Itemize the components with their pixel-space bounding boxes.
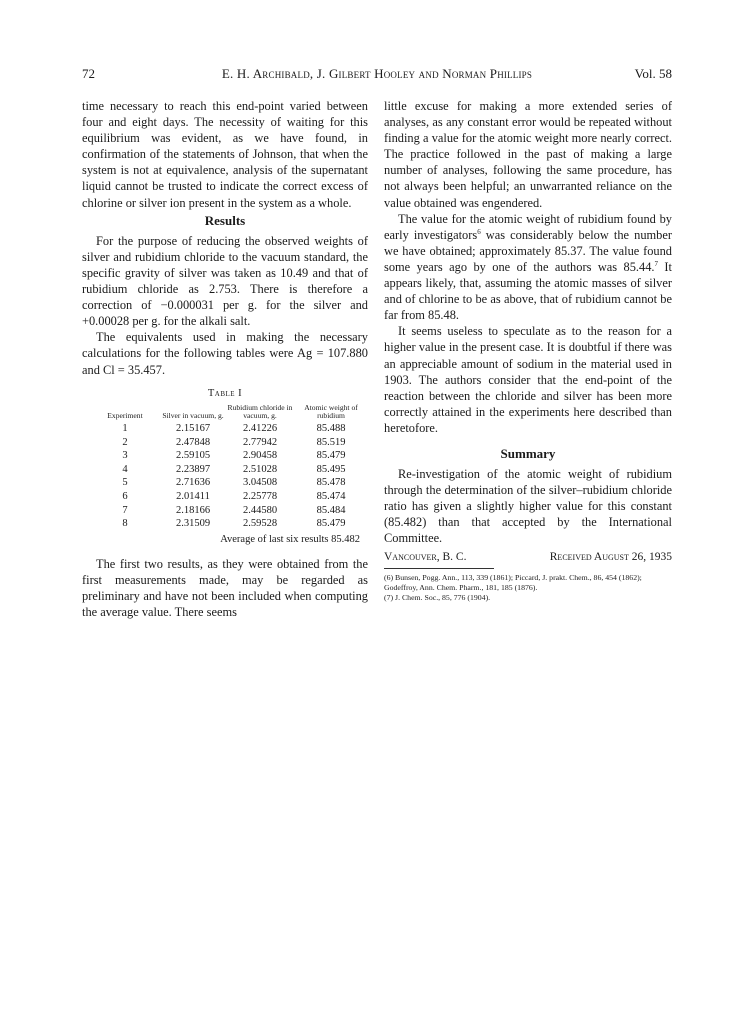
cell-experiment: 5 xyxy=(122,477,128,489)
signature-line xyxy=(384,549,672,565)
footnotes xyxy=(384,573,672,603)
early-investigators-text-b: was considerably below the number we have obtained; approximately 85.37. The value found some years ago by one of the authors was 85.44. xyxy=(384,227,672,274)
cell-silver: 2.71636 xyxy=(175,477,211,489)
page-number: 72 xyxy=(82,66,95,81)
cell-rbcl: 3.04508 xyxy=(242,477,278,489)
paragraph-equilibrium: time necessary to reach this end-point varied between four and eight days. The necessity of waiting for this equilibrium was evident, as we have found, in confirmation of the statements of Johnson, that when the system is not at equivalence, analysis of the supernatant liquid cannot be trusted to indicate the correct excess of chlorine or silver ion present in the system as a whole. xyxy=(82,99,368,210)
cell-silver: 2.23897 xyxy=(175,463,211,475)
footnote-ref-6: 6 xyxy=(477,227,481,236)
table-row xyxy=(88,517,366,531)
cell-experiment: 2 xyxy=(122,436,128,448)
cell-atomic-weight: 85.478 xyxy=(316,477,346,489)
cell-silver: 2.47848 xyxy=(175,436,211,448)
cell-atomic-weight: 85.479 xyxy=(316,450,346,462)
table-row xyxy=(88,463,366,477)
paragraph-vacuum-correction: For the purpose of reducing the observed weights of silver and rubidium chloride to the vacuum standard, the specific gravity of silver was taken as 10.49 and that of rubidium chloride as 2.753. There is therefore a correction of −0.000031 per g. for the silver and +0.00028 per g. for the alkali salt. xyxy=(82,233,368,329)
cell-rbcl: 2.77942 xyxy=(242,436,278,448)
cell-atomic-weight: 85.479 xyxy=(316,518,346,530)
early-investigators-text-a: The value for the atomic weight of rubidium found by early investigators xyxy=(384,211,672,242)
cell-experiment: 1 xyxy=(122,423,128,435)
paragraph-extended-series: little excuse for making a more extended series of analyses, as any constant error would be repeated without finding a value for the atomic weight more nearly correct. The practice followed in the past of making a large number of analyses, following the same procedure, has not always been helpful; an unwarranted reliance on the value obtained was engendered. xyxy=(384,99,672,210)
cell-rbcl: 2.51028 xyxy=(242,463,278,475)
col-header-rbcl: Rubidium chloride in vacuum, g. xyxy=(227,402,293,420)
cell-atomic-weight: 85.474 xyxy=(316,491,346,503)
cell-atomic-weight: 85.519 xyxy=(316,436,346,448)
col-header-atomic-weight: Atomic weight of rubidium xyxy=(304,402,358,420)
cell-experiment: 8 xyxy=(122,518,128,530)
cell-silver: 2.01411 xyxy=(176,491,210,503)
table-average-line: Average of last six results 85.482 xyxy=(220,533,360,545)
summary-heading: Summary xyxy=(500,445,556,461)
paragraph-equivalents: The equivalents used in making the necessary calculations for the following tables were Ag = 107.880 and Cl = 35.457. xyxy=(82,330,368,377)
paragraph-preliminary-results: The first two results, as they were obtained from the first measurements made, may be regarded as preliminary and have not been included when computing the average value. There seems xyxy=(82,556,368,620)
footnote-7: (7) J. Chem. Soc., 85, 776 (1904). xyxy=(384,592,491,602)
left-column xyxy=(82,98,368,620)
footnote-6: (6) Bunsen, Pogg. Ann., 113, 339 (1861); Piccard, J. prakt. Chem., 86, 454 (1862); Godeffroy, Ann. Chem. Pharm., 181, 185 (1876). xyxy=(384,572,642,592)
cell-experiment: 4 xyxy=(122,463,128,475)
col-header-silver: Silver in vacuum, g. xyxy=(162,410,224,420)
cell-atomic-weight: 85.495 xyxy=(316,463,346,475)
cell-silver: 2.15167 xyxy=(175,423,211,435)
cell-rbcl: 2.59528 xyxy=(242,518,278,530)
received-date: Received August 26, 1935 xyxy=(549,550,672,563)
cell-silver: 2.59105 xyxy=(175,450,211,462)
cell-rbcl: 2.41226 xyxy=(242,423,278,435)
table-row xyxy=(88,504,366,518)
volume-label: Vol. 58 xyxy=(634,66,672,81)
running-header xyxy=(82,66,672,84)
cell-rbcl: 2.90458 xyxy=(242,450,278,462)
table-row xyxy=(88,449,366,463)
paragraph-speculation: It seems useless to speculate as to the reason for a higher value in the present case. It is doubtful if there was an appreciable amount of sodium in the material used in 1903. The authors consider that the end-point of the reaction between the chloride and silver has been more correctly attained in the experiments here described than heretofore. xyxy=(384,324,672,435)
footnote-ref-7: 7 xyxy=(654,259,658,268)
table-row xyxy=(88,422,366,436)
cell-experiment: 6 xyxy=(122,491,128,503)
table-row xyxy=(88,436,366,450)
cell-experiment: 3 xyxy=(122,450,128,462)
cell-rbcl: 2.44580 xyxy=(242,504,278,516)
results-heading: Results xyxy=(204,212,246,228)
table-caption: Table I xyxy=(207,387,243,399)
right-column xyxy=(384,98,672,603)
paragraph-summary: Re-investigation of the atomic weight of rubidium through the determination of the silver–rubidium chloride ratio has given a slightly higher value for this constant (85.482) than that accepted by the International Committee. xyxy=(384,467,672,546)
paragraph-early-investigators xyxy=(384,211,672,324)
place-label: Vancouver, B. C. xyxy=(384,550,467,563)
table-row xyxy=(88,490,366,504)
cell-atomic-weight: 85.488 xyxy=(316,423,346,435)
col-header-experiment: Experiment xyxy=(107,410,143,420)
table-row xyxy=(88,476,366,490)
cell-atomic-weight: 85.484 xyxy=(316,504,346,516)
cell-silver: 2.18166 xyxy=(175,504,211,516)
running-head-authors: E. H. Archibald, J. Gilbert Hooley and Norman Phillips xyxy=(221,66,533,81)
cell-experiment: 7 xyxy=(122,504,128,516)
footnote-rule xyxy=(384,568,494,569)
table-header-row xyxy=(88,404,366,422)
cell-rbcl: 2.25778 xyxy=(242,491,278,503)
early-investigators-text-c: It appears likely, that, assuming the atomic masses of silver and of chlorine to be as above, that of rubidium cannot be far from 85.48. xyxy=(384,259,672,323)
results-table xyxy=(88,404,366,531)
cell-silver: 2.31509 xyxy=(175,518,211,530)
